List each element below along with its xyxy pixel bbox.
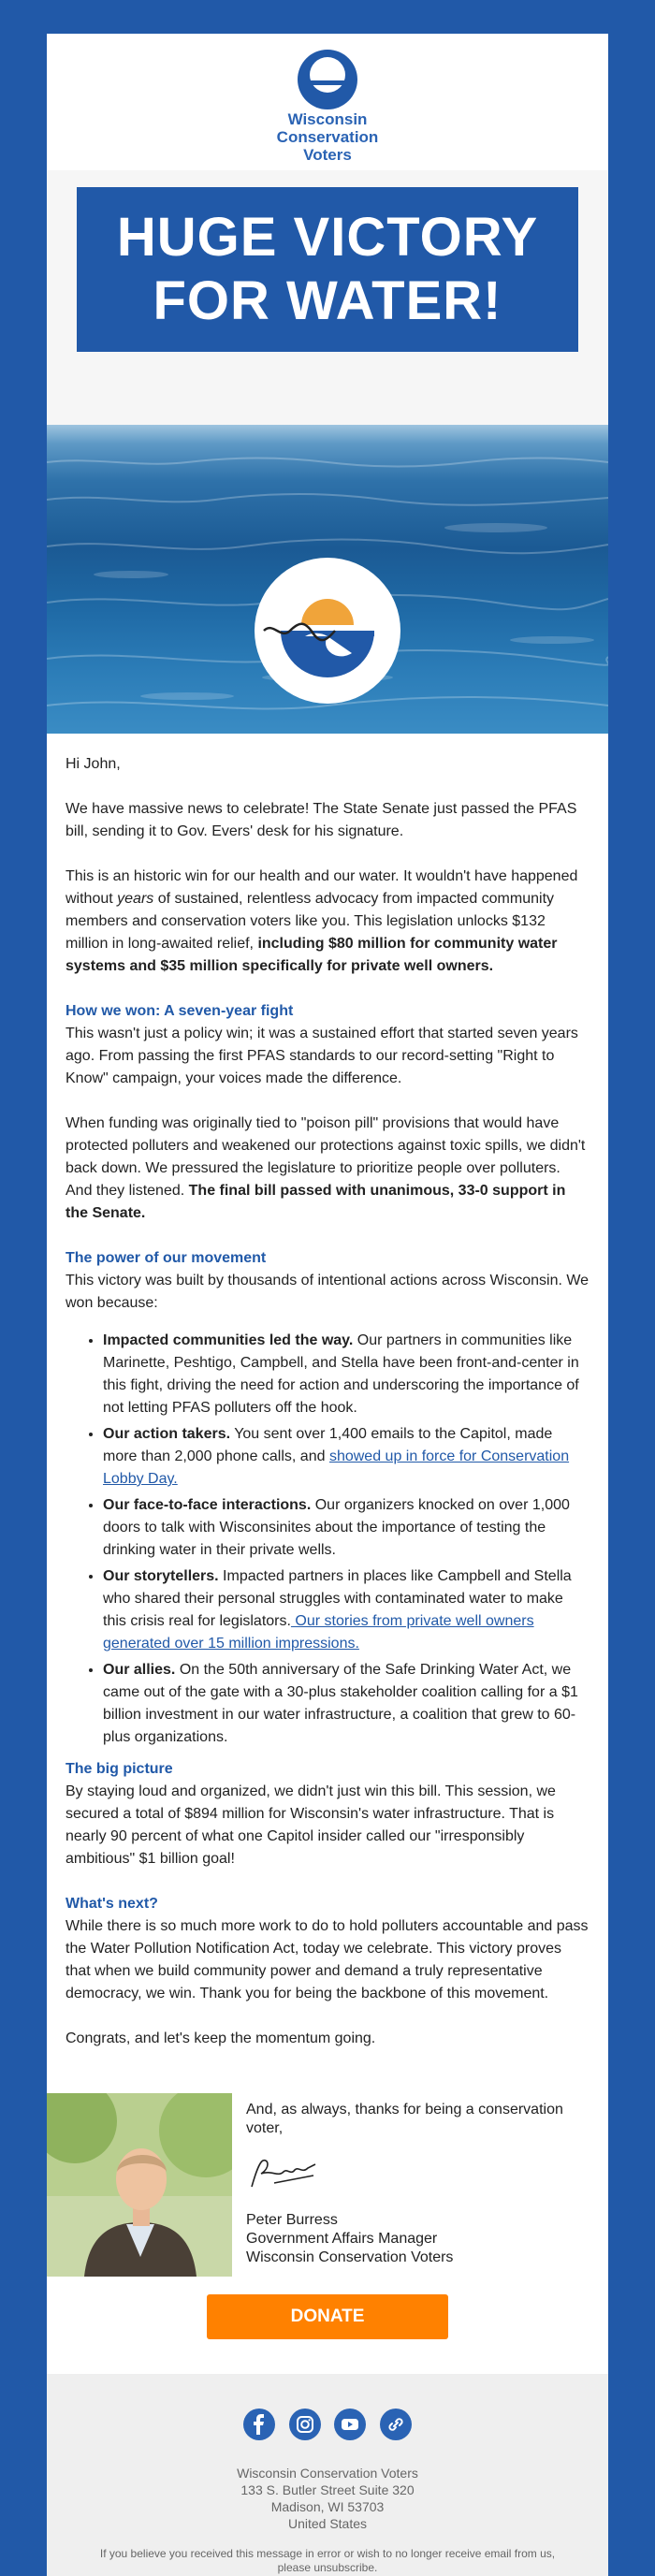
section-heading: What's next? <box>66 1896 158 1912</box>
paragraph: We have massive news to celebrate! The State Senate just passed the PFAS bill, sending it to Gov. Evers' desk for his signature. <box>66 801 577 839</box>
headline-line: HUGE VICTORY <box>116 207 539 268</box>
signer-name: Peter Burress <box>246 2212 338 2228</box>
email-card <box>47 34 608 2576</box>
water-badge-icon <box>255 558 400 704</box>
mailing-address <box>47 2465 608 2532</box>
paragraph: This is an historic win for our health and our water. It wouldn't have happened without years of sustained, relentless advocacy from impacted community members and conservation voters like you. This legislation unlocks $132 million in long-awaited relief, including $80 million for community water systems and $35 million specifically for private well owners. <box>66 868 578 974</box>
paragraph: Congrats, and let's keep the momentum going. <box>66 2030 376 2046</box>
handwritten-signature <box>246 2155 321 2192</box>
unsubscribe-notice[interactable]: If you believe you received this message in error or wish to no longer receive email from us, please unsubscribe. <box>99 2547 556 2574</box>
paragraph: By staying loud and organized, we didn't just win this bill. This session, we secured a total of $894 million for Wisconsin's water infrastructure. That is nearly 90 percent of what one Capitol insider called our "irresponsibly ambitious" $1 billion goal! <box>66 1783 556 1867</box>
headline-banner <box>77 187 578 352</box>
signature-block <box>47 2093 608 2277</box>
list-item: • Our action takers. You sent over 1,400 emails to the Capitol, made more than 2,000 phone calls, and showed up in force for Conservation Lobby Day. <box>103 1423 590 1491</box>
paragraph: While there is so much more work to do to hold polluters accountable and pass the Water Pollution Notification Act, today we celebrate. This victory proves that when we build community power and demand a truly representative democracy, we win. Thank you for being the backbone of this movement. <box>66 1918 589 2001</box>
stories-link[interactable]: Our stories from private well owners generated over 15 million impressions. <box>103 1613 534 1652</box>
address-line: United States <box>287 2516 368 2531</box>
address-line: Wisconsin Conservation Voters <box>237 2466 418 2481</box>
list-item: • Our allies. On the 50th anniversary of the Safe Drinking Water Act, we came out of the gate with a 30-plus stakeholder coalition calling for a $1 billion investment in our water infrastructure, a coalition that grew to 60-plus organizations. <box>103 1659 590 1749</box>
staff-photo <box>47 2093 232 2277</box>
section-heading: The big picture <box>66 1761 173 1777</box>
lobby-day-link[interactable]: showed up in force for Conservation Lobby Day. <box>103 1448 570 1487</box>
signer-title: Government Affairs Manager <box>246 2231 438 2247</box>
logo-line: Conservation <box>276 128 379 146</box>
logo-wordmark <box>47 110 608 164</box>
greeting: Hi John, <box>66 756 121 772</box>
paragraph: This wasn't just a policy win; it was a sustained effort that started seven years ago. From passing the first PFAS standards to our record-setting "Right to Know" campaign, your voices made the difference. <box>66 1026 578 1086</box>
closing-line: And, as always, thanks for being a conservation voter, <box>246 2102 563 2136</box>
instagram-icon[interactable] <box>289 2409 321 2440</box>
address-line: 133 S. Butler Street Suite 320 <box>240 2482 415 2497</box>
list-item: • Our storytellers. Impacted partners in places like Campbell and Stella who shared their personal struggles with contaminated water to make this crisis real for legislators. Our stories from private well owners generated over 15 million impressions. <box>103 1565 590 1655</box>
signer-org: Wisconsin Conservation Voters <box>246 2249 454 2265</box>
bullet-list <box>66 1330 590 1749</box>
list-item: • Impacted communities led the way. Our partners in communities like Marinette, Peshtigo, Campbell, and Stella have been front-and-center in this fight, driving the need for action and underscoring the importance of not letting PFAS polluters off the hook. <box>103 1330 590 1419</box>
footer <box>47 2374 608 2576</box>
email-body <box>66 753 590 2073</box>
youtube-icon[interactable] <box>334 2409 366 2440</box>
paragraph: This victory was built by thousands of intentional actions across Wisconsin. We won because: <box>66 1273 590 1311</box>
donate-button[interactable]: DONATE <box>207 2294 448 2339</box>
logo-line: Wisconsin <box>287 110 368 128</box>
section-heading: The power of our movement <box>66 1250 267 1266</box>
social-links <box>47 2409 608 2440</box>
logo-line: Voters <box>303 146 352 164</box>
wcv-logo-icon[interactable] <box>297 49 358 110</box>
section-heading: How we won: A seven-year fight <box>66 1003 294 1019</box>
header-logo-area <box>47 34 608 170</box>
paragraph: When funding was originally tied to "poison pill" provisions that would have protected polluters and weakened our protections against toxic spills, we didn't back down. We pressured the legislature to prioritize people over polluters. And they listened. The final bill passed with unanimous, 33-0 support in the Senate. <box>66 1115 586 1221</box>
list-item: • Our face-to-face interactions. Our organizers knocked on over 1,000 doors to talk with Wisconsinites about the importance of testing the drinking water in their private wells. <box>103 1494 590 1562</box>
address-line: Madison, WI 53703 <box>270 2499 385 2514</box>
link-icon[interactable] <box>380 2409 412 2440</box>
donate-area <box>47 2294 608 2339</box>
facebook-icon[interactable] <box>243 2409 275 2440</box>
signature-text <box>246 2101 592 2267</box>
headline-line: FOR WATER! <box>153 270 502 331</box>
